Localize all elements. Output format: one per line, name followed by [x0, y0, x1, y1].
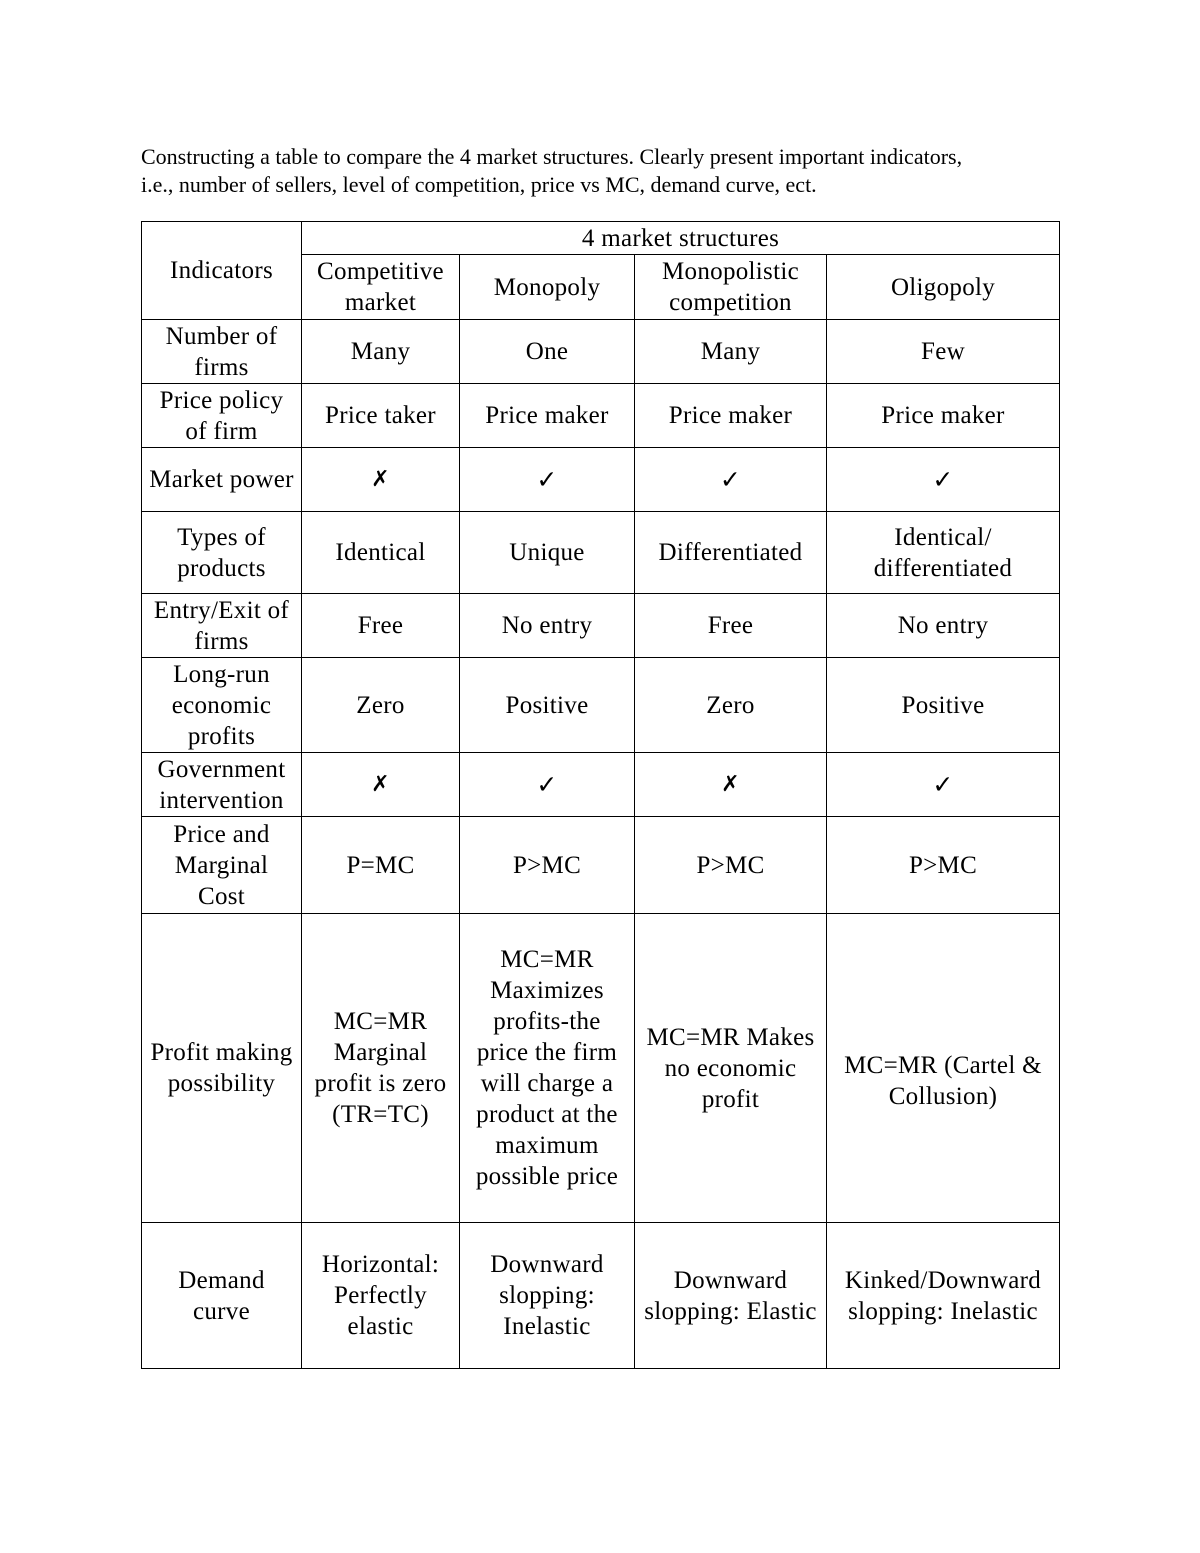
table-row	[142, 594, 1060, 658]
check-mark-icon: ✓	[827, 753, 1060, 817]
table-cell: Identical	[302, 512, 460, 594]
table-cell: P>MC	[460, 817, 635, 914]
check-mark-icon: ✓	[827, 448, 1060, 512]
row-label: Price policy of firm	[142, 384, 302, 448]
instructions-line-2: i.e., number of sellers, level of competition, price vs MC, demand curve, ect.	[141, 172, 817, 197]
table-cell: P=MC	[302, 817, 460, 914]
row-label: Demand curve	[142, 1223, 302, 1369]
table-row	[142, 320, 1060, 384]
row-label: Long-run economic profits	[142, 658, 302, 753]
indicators-header: Indicators	[142, 222, 302, 320]
table-cell: Price taker	[302, 384, 460, 448]
table-row	[142, 753, 1060, 817]
row-label: Government intervention	[142, 753, 302, 817]
table-cell: Zero	[635, 658, 827, 753]
check-mark-icon: ✓	[635, 448, 827, 512]
table-row	[142, 384, 1060, 448]
cross-mark-icon: ✗	[302, 448, 460, 512]
column-header-monopoly: Monopoly	[460, 255, 635, 320]
column-header-monopolistic: Monopolistic competition	[635, 255, 827, 320]
table-row	[142, 817, 1060, 914]
row-label: Entry/Exit of firms	[142, 594, 302, 658]
row-label: Profit making possibility	[142, 914, 302, 1223]
row-label: Number of firms	[142, 320, 302, 384]
table-cell: Horizontal: Perfectly elastic	[302, 1223, 460, 1369]
table-cell: MC=MR Maximizes profits-the price the firm will charge a product at the maximum possible price	[460, 914, 635, 1223]
check-mark-icon: ✓	[460, 753, 635, 817]
table-header-row-1	[142, 222, 1060, 255]
table-cell: Free	[635, 594, 827, 658]
table-cell: Many	[302, 320, 460, 384]
table-cell: Zero	[302, 658, 460, 753]
table-row	[142, 512, 1060, 594]
table-cell: No entry	[460, 594, 635, 658]
table-cell: P>MC	[827, 817, 1060, 914]
table-cell: Differentiated	[635, 512, 827, 594]
table-cell: No entry	[827, 594, 1060, 658]
table-row	[142, 1223, 1060, 1369]
table-cell: Price maker	[635, 384, 827, 448]
table-cell: Positive	[827, 658, 1060, 753]
table-cell: Positive	[460, 658, 635, 753]
table-cell: Unique	[460, 512, 635, 594]
table-row	[142, 448, 1060, 512]
table-cell: Downward slopping: Elastic	[635, 1223, 827, 1369]
table-cell: Few	[827, 320, 1060, 384]
table-row	[142, 914, 1060, 1223]
table-cell: Free	[302, 594, 460, 658]
table-cell: Many	[635, 320, 827, 384]
table-cell: Price maker	[827, 384, 1060, 448]
market-structures-table	[141, 221, 1060, 1369]
table-cell: MC=MR Makes no economic profit	[635, 914, 827, 1223]
column-header-oligopoly: Oligopoly	[827, 255, 1060, 320]
column-header-competitive: Competitive market	[302, 255, 460, 320]
instructions-line-1: Constructing a table to compare the 4 market structures. Clearly present important indicators,	[141, 144, 963, 169]
table-cell: MC=MR Marginal profit is zero (TR=TC)	[302, 914, 460, 1223]
instructions	[141, 143, 1081, 199]
check-mark-icon: ✓	[460, 448, 635, 512]
table-cell: Kinked/Downward slopping: Inelastic	[827, 1223, 1060, 1369]
table-cell: Downward slopping: Inelastic	[460, 1223, 635, 1369]
row-label: Types of products	[142, 512, 302, 594]
table-cell: MC=MR (Cartel & Collusion)	[827, 914, 1060, 1223]
table-cell: Price maker	[460, 384, 635, 448]
row-label: Market power	[142, 448, 302, 512]
cross-mark-icon: ✗	[635, 753, 827, 817]
table-row	[142, 658, 1060, 753]
table-cell: Identical/ differentiated	[827, 512, 1060, 594]
table-cell: One	[460, 320, 635, 384]
cross-mark-icon: ✗	[302, 753, 460, 817]
row-label: Price and Marginal Cost	[142, 817, 302, 914]
table-cell: P>MC	[635, 817, 827, 914]
group-header: 4 market structures	[302, 222, 1060, 255]
